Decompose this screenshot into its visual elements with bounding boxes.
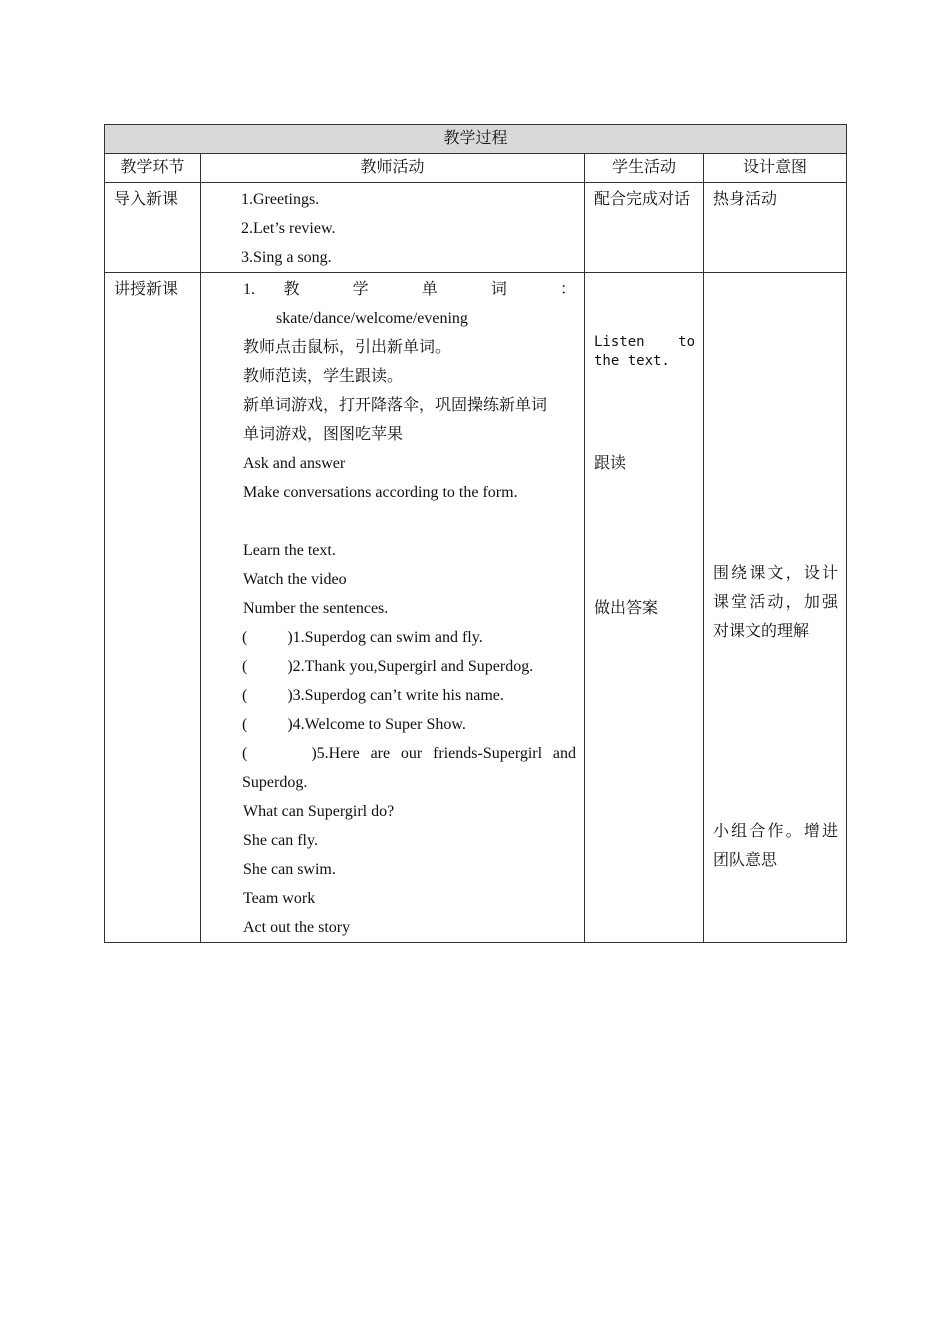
teacher-line: She can swim. <box>243 861 336 878</box>
numbered-sentence <box>242 681 576 710</box>
teacher-line: Make conversations according to the form. <box>243 484 518 501</box>
teacher-line: 教师点击鼠标，引出新单词。 <box>243 339 452 356</box>
header-student-activity: 学生活动 <box>585 154 704 183</box>
student-follow-read: 跟读 <box>594 455 627 472</box>
teacher-line: Team work <box>243 890 316 907</box>
open-paren: ( <box>242 687 248 704</box>
teacher-line: Act out the story <box>243 919 351 936</box>
teacher-line: What can Supergirl do? <box>243 803 395 820</box>
design-intent-intro: 热身活动 <box>704 183 847 273</box>
open-paren: ( <box>242 658 248 675</box>
student-activity-intro: 配合完成对话 <box>585 183 704 273</box>
teacher-line: Learn the text. <box>243 542 336 559</box>
spacer <box>243 507 576 536</box>
open-paren: ( <box>242 745 248 762</box>
intro-line-1: 1.Greetings. <box>241 191 320 208</box>
sentence-continuation: Superdog. <box>242 774 308 791</box>
teacher-activity-new-lesson <box>201 273 585 943</box>
table-title: 教学过程 <box>105 125 847 154</box>
teacher-line: Ask and answer <box>243 455 346 472</box>
intro-line-2: 2.Let’s review. <box>241 220 336 237</box>
sentence-text: )5.Here are our friends-Supergirl and <box>311 745 576 762</box>
sentence-text: )1.Superdog can swim and fly. <box>287 629 483 646</box>
sentence-text: )4.Welcome to Super Show. <box>287 716 466 733</box>
intent-text-lesson: 围绕课文，设计课堂活动，加强对课文的理解 <box>713 565 839 640</box>
teacher-line: 单词游戏，图图吃苹果 <box>243 426 404 443</box>
lesson-process-table <box>104 124 847 943</box>
teacher-line: 教师范读，学生跟读。 <box>243 368 404 385</box>
student-activity-new-lesson <box>585 273 704 943</box>
sentence-text: )2.Thank you,Supergirl and Superdog. <box>287 658 534 675</box>
stage-new-lesson: 讲授新课 <box>105 273 201 943</box>
header-stage: 教学环节 <box>105 154 201 183</box>
open-paren: ( <box>242 716 248 733</box>
numbered-sentence <box>242 623 576 652</box>
intro-line-3: 3.Sing a song. <box>241 249 332 266</box>
teacher-line: 新单词游戏，打开降落伞，巩固操练新单词 <box>243 397 548 414</box>
vocab-words: skate/dance/welcome/evening <box>276 310 468 327</box>
student-answer: 做出答案 <box>594 600 659 617</box>
student-listen: Listen to the text. <box>594 334 695 369</box>
numbered-sentence <box>242 710 576 739</box>
open-paren: ( <box>242 629 248 646</box>
design-intent-new-lesson <box>704 273 847 943</box>
sentence-text: )3.Superdog can’t write his name. <box>287 687 504 704</box>
header-teacher-activity: 教师活动 <box>201 154 585 183</box>
numbered-sentence <box>242 652 576 681</box>
intent-text-teamwork: 小组合作。增进团队意思 <box>713 823 839 869</box>
teacher-line: Watch the video <box>243 571 347 588</box>
vocab-heading: 1. 教 学 单 词 ： <box>243 281 576 298</box>
stage-intro: 导入新课 <box>105 183 201 273</box>
teacher-activity-intro <box>201 183 585 273</box>
numbered-sentence <box>242 739 576 768</box>
header-design-intent: 设计意图 <box>704 154 847 183</box>
teacher-line: Number the sentences. <box>243 600 389 617</box>
teacher-line: She can fly. <box>243 832 318 849</box>
